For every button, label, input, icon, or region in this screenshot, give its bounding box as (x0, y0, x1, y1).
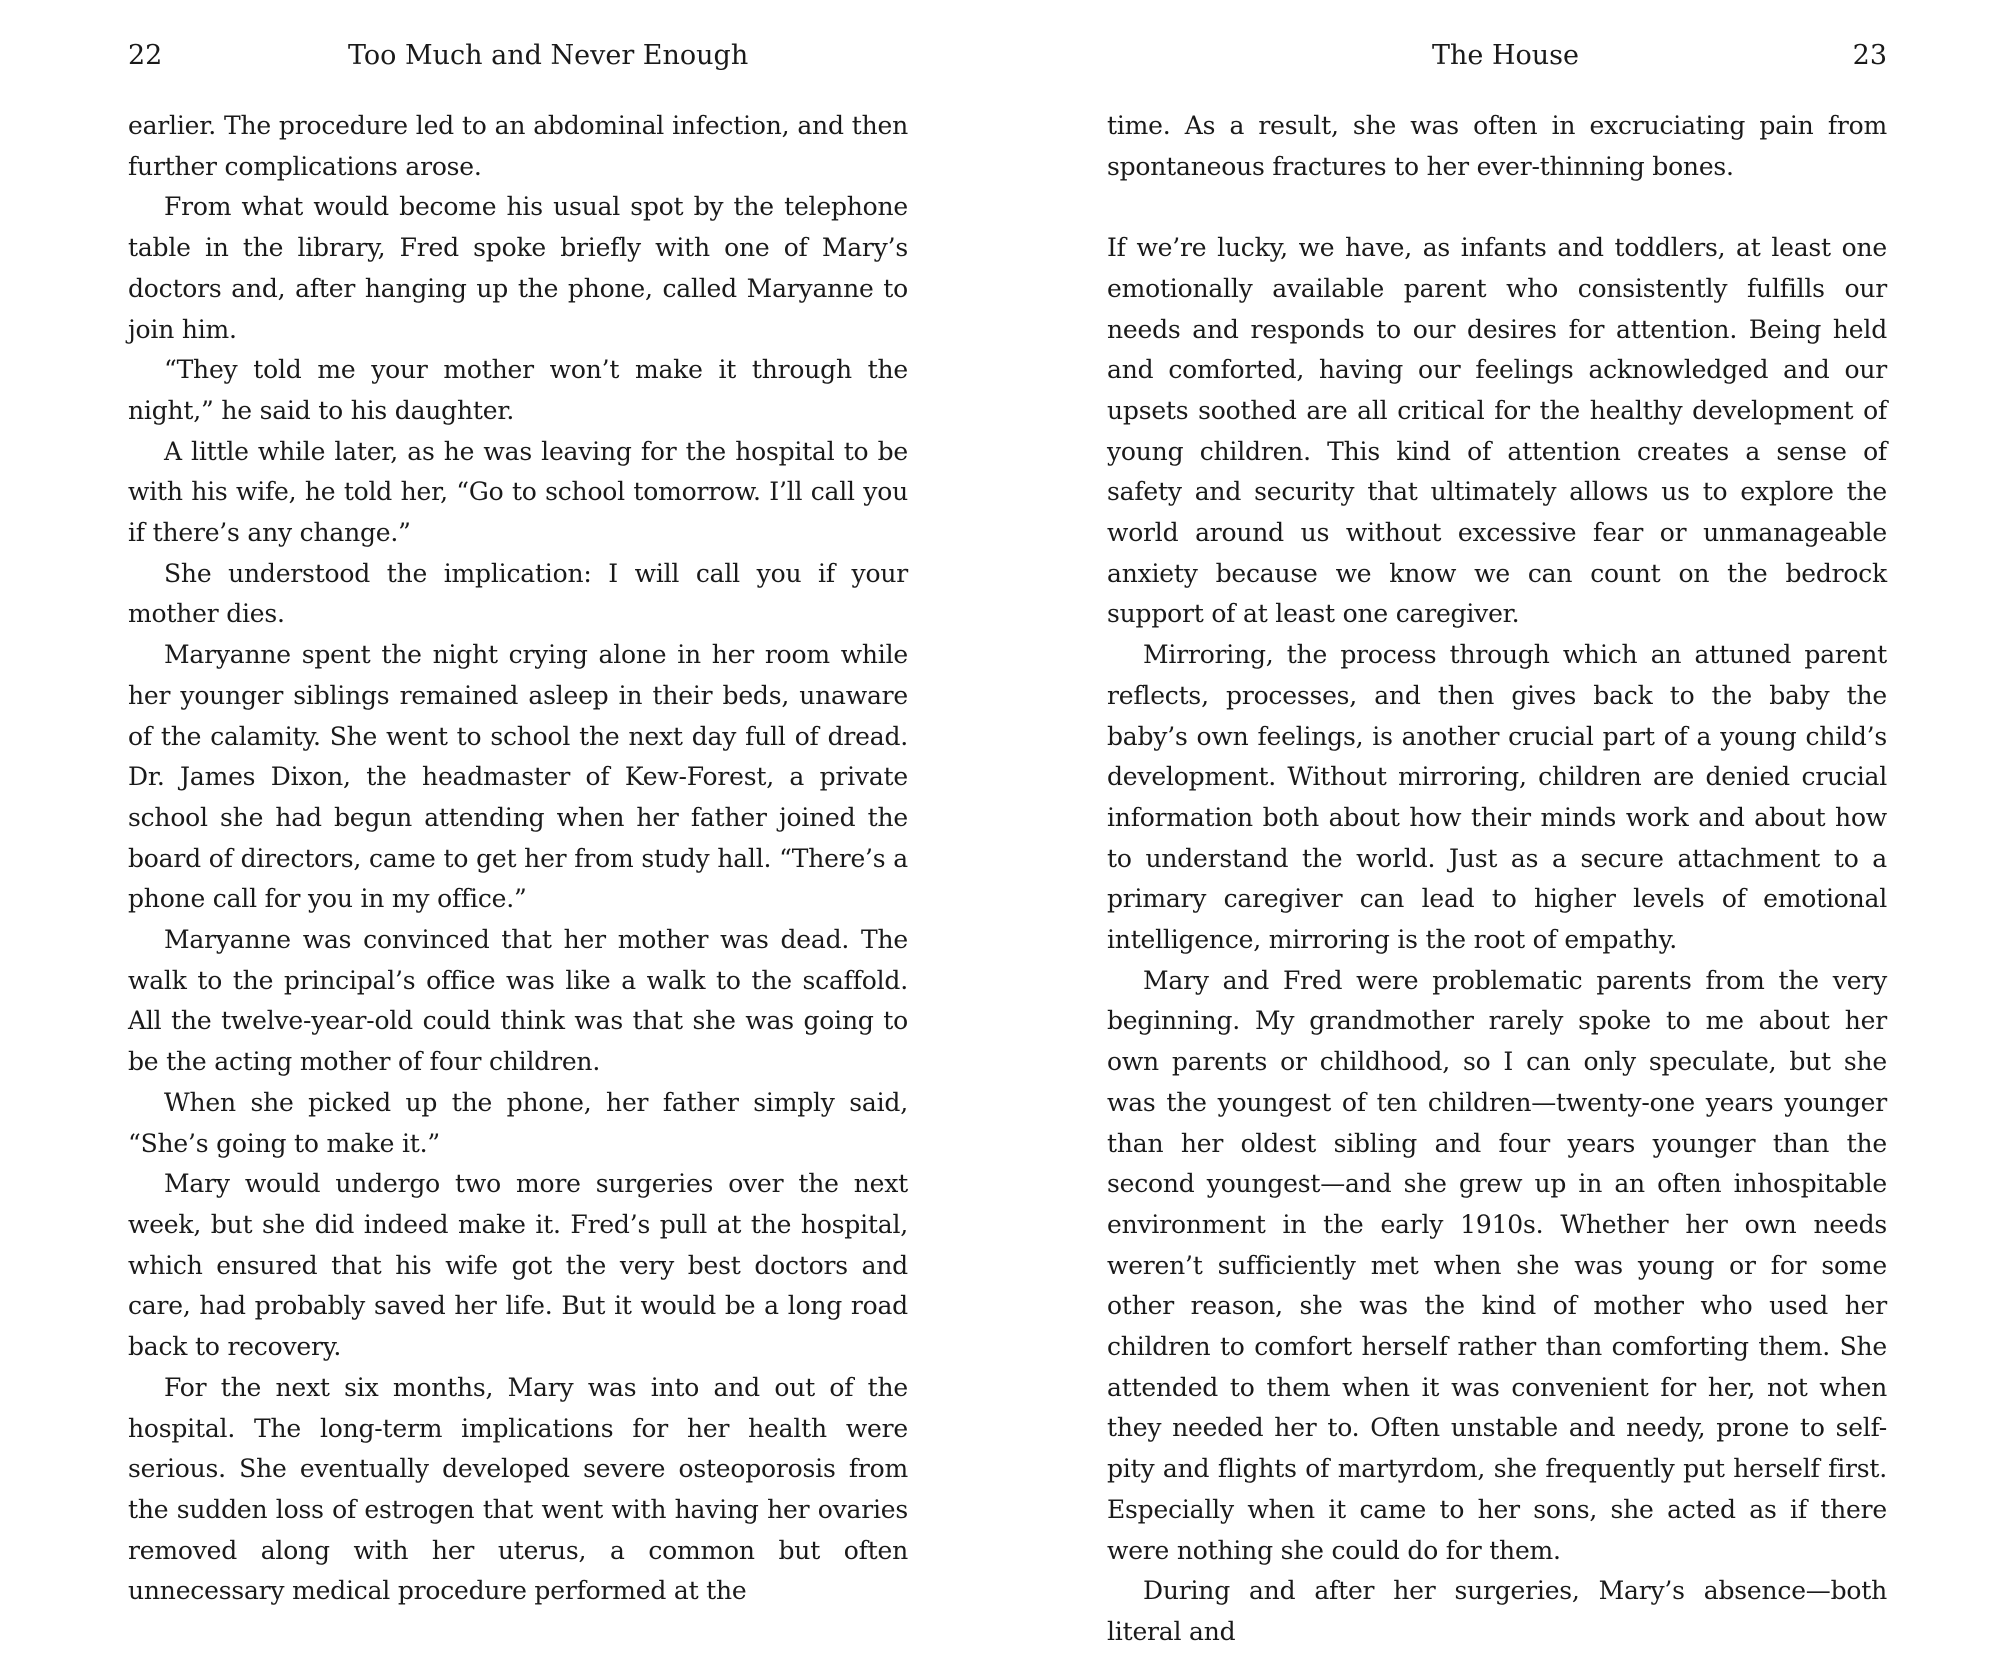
paragraph: She understood the implication: I will call you if your mother dies. (128, 558, 908, 629)
paragraph: Mary would undergo two more surgeries over the next week, but she did indeed make it. Fred’s pull at the hospital, which ensured that his wife got the very best doctors and care, had probably saved her life. But it would be a long road back to recovery. (128, 1169, 908, 1362)
running-title: The House (1432, 40, 1579, 71)
paragraph: Mary and Fred were problematic parents from the very beginning. My grandmother rarely spoke to me about her own parents or childhood, so I can only speculate, but she was the youngest of ten children—twenty-one years younger than her oldest sibling and four years younger than the second youngest—and she grew up in an often inhospitable environment in the early 1910s. Whether her own needs weren’t sufficiently met when she was young or for some other reason, she was the kind of mother who used her children to comfort herself rather than comforting them. She attended to them when it was convenient for her, not when they needed her to. Often unstable and needy, prone to self-pity and flights of martyrdom, she frequently put herself first. Especially when it came to her sons, she acted as if there were nothing she could do for them. (1107, 965, 1887, 1565)
paragraph: time. As a result, she was often in excruciating pain from spontaneous fractures to her ever-thinning bones. (1107, 111, 1887, 181)
paragraph: Maryanne spent the night crying alone in her room while her younger siblings remained asleep in their beds, unaware of the calamity. She went to school the next day full of dread. Dr. James Dixon, the headmaster of Kew-Forest, a private school she had begun attending when her father joined the board of directors, came to get her from study hall. “There’s a phone call for you in my office.” (128, 640, 908, 914)
paragraph: For the next six months, Mary was into and out of the hospital. The long-term implications for her health were serious. She eventually developed severe osteoporosis from the sudden loss of estrogen that went with having her ovaries removed along with her uterus, a common but often unnecessary medical procedure performed at the (128, 1372, 908, 1606)
left-page (128, 0, 908, 1606)
right-page (1107, 0, 1887, 1646)
paragraph: During and after her surgeries, Mary’s absence—both literal and (1107, 1576, 1887, 1646)
left-running-head (128, 36, 908, 80)
paragraph: Maryanne was convinced that her mother was dead. The walk to the principal’s office was like a walk to the scaffold. All the twelve-year-old could think was that she was going to be the acting mother of four children. (128, 925, 908, 1077)
right-page-body (1107, 106, 1887, 1653)
left-page-body (128, 106, 908, 1612)
page-number: 22 (128, 40, 163, 71)
paragraph: “They told me your mother won’t make it through the night,” he said to his daughter. (128, 355, 908, 425)
paragraph: If we’re lucky, we have, as infants and toddlers, at least one emotionally available parent who consistently fulfills our needs and responds to our desires for attention. Being held and comforted, having our feelings acknowledged and our upsets soothed are all critical for the healthy development of young children. This kind of attention creates a sense of safety and security that ultimately allows us to explore the world around us without excessive fear or unmanageable anxiety because we know we can count on the bedrock support of at least one caregiver. (1107, 233, 1887, 629)
paragraph: Mirroring, the process through which an attuned parent reflects, processes, and then gives back to the baby the baby’s own feelings, is another crucial part of a young child’s development. Without mirroring, children are denied crucial information both about how their minds work and about how to understand the world. Just as a secure attachment to a primary caregiver can lead to higher levels of emotional intelligence, mirroring is the root of empathy. (1107, 640, 1887, 955)
running-title: Too Much and Never Enough (348, 40, 749, 71)
paragraph: When she picked up the phone, her father simply said, “She’s going to make it.” (128, 1087, 908, 1158)
page-number: 23 (1852, 40, 1887, 71)
paragraph: From what would become his usual spot by the telephone table in the library, Fred spoke briefly with one of Mary’s doctors and, after hanging up the phone, called Maryanne to join him. (128, 192, 908, 344)
paragraph: A little while later, as he was leaving for the hospital to be with his wife, he told her, “Go to school tomorrow. I’ll call you if there’s any change.” (128, 436, 908, 548)
right-running-head (1107, 36, 1887, 80)
paragraph: earlier. The procedure led to an abdominal infection, and then further complications arose. (128, 111, 908, 181)
